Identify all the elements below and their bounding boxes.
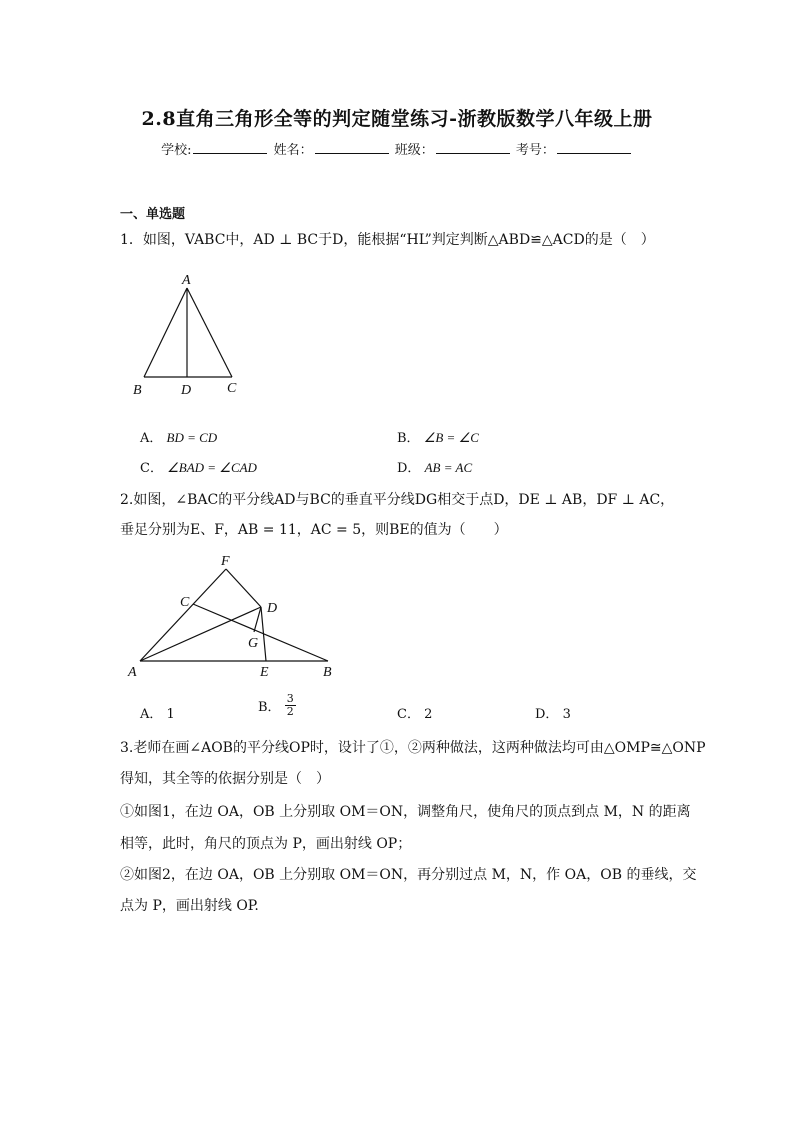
option-letter: B． xyxy=(397,431,420,446)
segment-af xyxy=(140,569,226,661)
fraction-denominator: 2 xyxy=(286,705,294,718)
segment-fd xyxy=(226,569,261,607)
q1-option-a[interactable] xyxy=(140,427,217,446)
q3-method1-line2: 相等，此时，角尺的顶点为 P，画出射线 OP； xyxy=(120,836,412,852)
school-label: 学校: xyxy=(161,143,192,158)
option-text: 3 xyxy=(562,707,571,722)
option-fraction xyxy=(285,693,296,718)
option-letter: A． xyxy=(140,707,163,722)
q2-label-b: B xyxy=(323,665,332,680)
q1-option-d[interactable] xyxy=(397,457,472,476)
option-letter: D． xyxy=(397,461,421,476)
section-heading: 一、单选题 xyxy=(120,207,186,222)
class-blank[interactable] xyxy=(436,141,510,154)
q3-method2-line2: 点为 P，画出射线 OP. xyxy=(120,898,259,914)
option-text: 1 xyxy=(166,707,175,722)
q2-option-c[interactable] xyxy=(397,703,432,722)
q1-stem: 1．如图，VABC中，AD ⊥ BC于D，能根据“HL”判定判断△ABD≌△ACD的是（ ） xyxy=(120,232,655,248)
option-text: AB = AC xyxy=(424,460,473,475)
q1-triangle-figure xyxy=(130,268,250,400)
student-info-line xyxy=(0,139,794,158)
q2-stem-line1: 2.如图，∠BAC的平分线AD与BC的垂直平分线DG相交于点D，DE ⊥ AB，DF ⊥ AC， xyxy=(120,492,675,508)
segment-dg xyxy=(254,607,261,632)
q2-geometry-figure xyxy=(120,550,350,685)
option-text: 2 xyxy=(424,707,433,722)
name-label: 姓名： xyxy=(273,143,313,158)
q1-option-b[interactable] xyxy=(397,427,479,446)
q2-option-d[interactable] xyxy=(535,703,571,722)
q2-stem-line2: 垂足分别为E、F，AB = 11，AC = 5，则BE的值为（ ） xyxy=(120,522,508,538)
exam-no-label: 考号： xyxy=(515,143,555,158)
q1-label-b: B xyxy=(133,383,142,398)
q2-option-b[interactable] xyxy=(258,693,296,718)
q3-stem-line1: 3.老师在画∠AOB的平分线OP时，设计了①，②两种做法，这两种做法均可由△OMP≅△ONP xyxy=(120,740,706,756)
segment-cb xyxy=(193,604,328,661)
option-text: ∠BAD = ∠CAD xyxy=(167,460,257,475)
q1-label-d: D xyxy=(181,383,192,398)
segment-ac xyxy=(187,288,232,377)
q1-label-c: C xyxy=(227,381,237,396)
q2-label-d: D xyxy=(267,601,278,616)
school-blank[interactable] xyxy=(193,141,267,154)
option-text: ∠B = ∠C xyxy=(423,430,479,445)
q2-label-c: C xyxy=(180,595,190,610)
q3-method1-line1: ①如图1，在边 OA，OB 上分别取 OM＝ON，调整角尺，使角尺的顶点到点 M，N 的距离 xyxy=(120,804,691,820)
q2-option-a[interactable] xyxy=(140,703,175,722)
option-letter: C． xyxy=(397,707,420,722)
option-letter: D． xyxy=(535,707,559,722)
q1-label-a: A xyxy=(182,273,191,288)
class-label: 班级： xyxy=(394,143,434,158)
q2-label-a: A xyxy=(128,665,137,680)
fraction-numerator: 3 xyxy=(286,692,294,705)
segment-ab xyxy=(144,288,187,377)
name-blank[interactable] xyxy=(315,141,389,154)
option-text: BD = CD xyxy=(166,430,218,445)
q2-label-e: E xyxy=(260,665,269,680)
option-letter: A． xyxy=(140,431,163,446)
q3-method2-line1: ②如图2，在边 OA，OB 上分别取 OM＝ON，再分别过点 M，N，作 OA，OB 的垂线，交 xyxy=(120,867,697,883)
q2-label-g: G xyxy=(248,636,259,651)
q1-option-c[interactable] xyxy=(140,457,257,476)
q2-label-f: F xyxy=(221,554,230,569)
segment-ad xyxy=(140,607,261,661)
page-title: 2.8直角三角形全等的判定随堂练习-浙教版数学八年级上册 xyxy=(141,108,653,130)
option-letter: C． xyxy=(140,461,163,476)
exam-no-blank[interactable] xyxy=(557,141,631,154)
option-letter: B． xyxy=(258,700,281,715)
q3-stem-line2: 得知，其全等的依据分别是（ ） xyxy=(120,771,330,787)
